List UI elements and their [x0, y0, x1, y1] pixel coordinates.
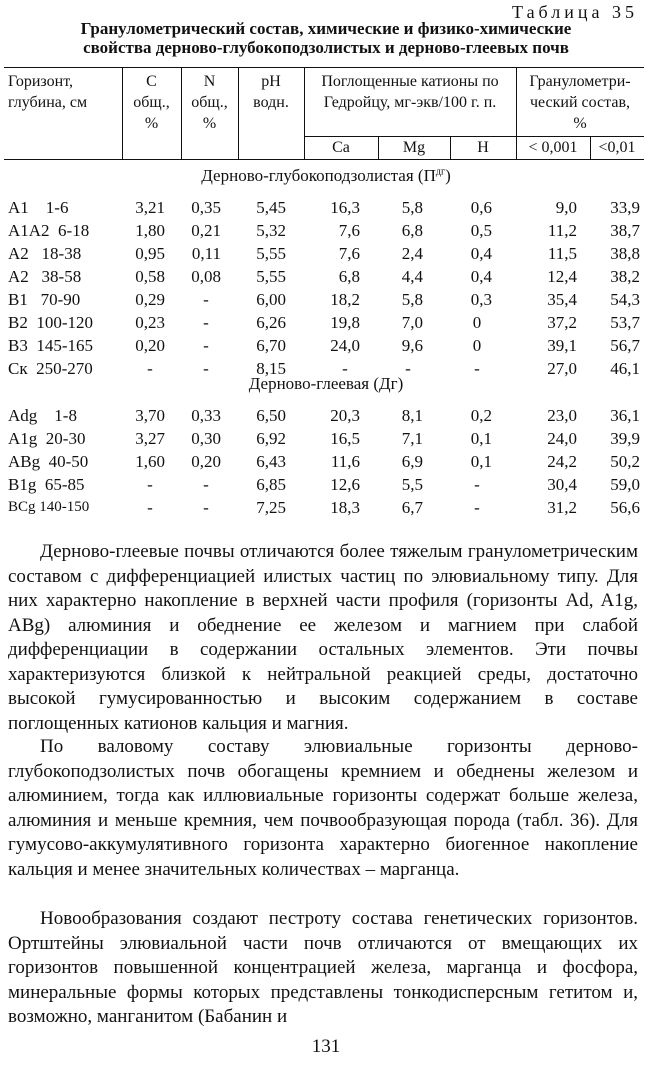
table-row [0, 219, 652, 242]
cell-horizon: А1 1-6 [8, 198, 69, 217]
cell-ca: 16,3 [330, 198, 360, 217]
cell-lt001: 9,0 [555, 198, 577, 217]
cell-horizon: А2 18-38 [8, 244, 82, 263]
section-title-superscript: дг [435, 166, 446, 178]
cell-ph: 6,92 [256, 429, 286, 448]
cell-ph: 6,70 [256, 336, 286, 355]
cell-ph: 6,00 [256, 290, 286, 309]
cell-lt01: 39,9 [610, 429, 640, 448]
cell-lt01: 38,8 [610, 244, 640, 263]
cell-lt01: 56,7 [610, 336, 640, 355]
cell-h: 0 [472, 313, 482, 332]
cell-lt01: 38,7 [610, 221, 640, 240]
cell-lt001: 11,5 [547, 244, 577, 263]
header-ph [238, 71, 304, 113]
table-number: Таблица 35 [512, 2, 638, 22]
cell-mg: - [405, 359, 411, 378]
cell-h: 0,4 [470, 244, 492, 263]
cell-lt01: 53,7 [610, 313, 640, 332]
cell-c: 0,23 [135, 313, 165, 332]
cell-mg: 7,1 [401, 429, 423, 448]
table-row [0, 311, 652, 334]
header-c-line: общ., [133, 94, 170, 111]
cell-horizon: А2 38-58 [8, 267, 82, 286]
cell-lt01: 54,3 [610, 290, 640, 309]
cell-ca: - [342, 359, 348, 378]
cell-c: - [147, 475, 153, 494]
cell-mg: 4,4 [401, 267, 423, 286]
header-c-line: % [144, 115, 159, 132]
header-cations-line: Поглощенные катионы по [321, 73, 499, 90]
header-c-line: С [146, 73, 157, 90]
table-row [0, 334, 652, 357]
cell-c: 3,27 [135, 429, 165, 448]
cell-h: 0,2 [470, 406, 492, 425]
header-ph-line: pH [261, 73, 281, 90]
cell-ca: 19,8 [330, 313, 360, 332]
cell-ca: 24,0 [330, 336, 360, 355]
page-number: 131 [311, 1036, 341, 1057]
table-row [0, 196, 652, 219]
cell-ca: 6,8 [338, 267, 360, 286]
table-row [0, 288, 652, 311]
cell-lt01: 50,2 [610, 452, 640, 471]
section-title-text: Дерново-глубокоподзолистая (П [201, 166, 436, 185]
cell-mg: 6,8 [401, 221, 423, 240]
header-granulo-line: Гранулометри- [529, 73, 631, 90]
cell-c: - [147, 359, 153, 378]
cell-horizon: В3 145-165 [8, 336, 93, 355]
cell-h: - [474, 359, 480, 378]
cell-lt01: 59,0 [610, 475, 640, 494]
cell-mg: 6,7 [401, 498, 423, 517]
table-row [0, 427, 652, 450]
section-title-text: ) [445, 166, 451, 185]
table-header [4, 67, 644, 160]
cell-h: - [474, 498, 480, 517]
cell-mg: 9,6 [401, 336, 423, 355]
cell-ph: 5,32 [256, 221, 286, 240]
cell-n: - [203, 313, 209, 332]
cell-lt001: 39,1 [547, 336, 577, 355]
header-cations [304, 71, 516, 113]
cell-horizon: В1 70-90 [8, 290, 81, 309]
cell-n: - [203, 359, 209, 378]
cell-horizon: Adg 1-8 [8, 406, 77, 425]
cell-ca: 16,5 [330, 429, 360, 448]
cell-lt001: 24,2 [547, 452, 577, 471]
cell-n: - [203, 475, 209, 494]
table-row [0, 404, 652, 427]
cell-h: - [474, 475, 480, 494]
header-mg: Mg [402, 139, 426, 156]
cell-ca: 18,3 [330, 498, 360, 517]
cell-ph: 5,45 [256, 198, 286, 217]
header-horizon-line: глубина, см [8, 94, 88, 111]
cell-ph: 8,15 [256, 359, 286, 378]
cell-h: 0,4 [470, 267, 492, 286]
cell-lt001: 11,2 [547, 221, 577, 240]
header-n [181, 71, 238, 134]
table-row [0, 450, 652, 473]
cell-ca: 7,6 [338, 244, 360, 263]
cell-ph: 5,55 [256, 267, 286, 286]
cell-lt001: 31,2 [547, 498, 577, 517]
cell-lt001: 35,4 [547, 290, 577, 309]
cell-horizon: А1А2 6-18 [8, 221, 90, 240]
cell-lt001: 27,0 [547, 359, 577, 378]
cell-lt001: 12,4 [547, 267, 577, 286]
cell-mg: 5,5 [401, 475, 423, 494]
cell-lt01: 46,1 [610, 359, 640, 378]
cell-mg: 8,1 [401, 406, 423, 425]
cell-horizon: Ск 250-270 [8, 359, 93, 378]
table-row [0, 265, 652, 288]
cell-n: - [203, 290, 209, 309]
cell-n: 0,30 [191, 429, 221, 448]
cell-h: 0,5 [470, 221, 492, 240]
header-n-line: общ., [191, 94, 228, 111]
cell-horizon: В2 100-120 [8, 313, 93, 332]
section-title [0, 166, 652, 186]
header-c [122, 71, 181, 134]
cell-n: 0,20 [191, 452, 221, 471]
paragraph: Новообразования создают пестроту состава генетических горизонтов. Ортштейны элювиальной части почв отличаются от вмещающих их горизонтов повышенной концентрацией железа, марганца и фосфора, минеральные формы которых представлены тонкодисперсным гетитом и, возможно, манганитом (Бабанин и [8, 908, 638, 1027]
cell-lt01: 33,9 [610, 198, 640, 217]
cell-h: 0,6 [470, 198, 492, 217]
header-lt-0001: < 0,001 [528, 139, 578, 156]
cell-n: 0,08 [191, 267, 221, 286]
cell-ph: 6,26 [256, 313, 286, 332]
cell-n: 0,21 [191, 221, 221, 240]
cell-c: 3,21 [135, 198, 165, 217]
header-horizon [8, 71, 120, 113]
cell-h: 0,3 [470, 290, 492, 309]
table-row [0, 496, 652, 519]
paragraph: По валовому составу элювиальные горизонты дерново-глубокоподзолистых почв обогащены кремнием и обеднены железом и алюминием, тогда как иллювиальные горизонты содержат больше железа, алюминия и меньше кремния, чем почвообразующая порода (табл. 36). Для гумусово-аккумулятивного горизонта характерно биогенное накопление кальция и менее значительных количествах – марганца. [8, 736, 638, 880]
cell-lt001: 23,0 [547, 406, 577, 425]
table-row [0, 242, 652, 265]
table-title-line-1: Гранулометрический состав, химические и физико-химические [80, 19, 572, 38]
header-cations-line: Гедройцу, мг-экв/100 г. п. [323, 94, 497, 111]
cell-mg: 7,0 [401, 313, 423, 332]
cell-c: 0,20 [135, 336, 165, 355]
cell-c: 1,60 [135, 452, 165, 471]
cell-n: - [203, 336, 209, 355]
cell-ph: 6,50 [256, 406, 286, 425]
cell-ph: 5,55 [256, 244, 286, 263]
header-ca: Ca [332, 139, 350, 156]
cell-ca: 7,6 [338, 221, 360, 240]
cell-c: 1,80 [135, 221, 165, 240]
paragraph: Дерново-глеевые почвы отличаются более тяжелым гранулометрическим составом с дифференциацией илистых частиц по элювиальному типу. Для них характерно накопление в верхней части профиля (горизонты Ad, A1g, ABg) алюминия и обеднение ее железом и магнием при слабой дифференциации в содержании остальных элементов. Эти почвы характеризуются близкой к нейтральной реакцией среды, достаточно высокой гумусированностью и высоким содержанием в составе поглощенных катионов кальция и магния. [8, 541, 638, 734]
header-n-line: % [202, 115, 217, 132]
cell-ca: 20,3 [330, 406, 360, 425]
cell-n: 0,11 [191, 244, 221, 263]
cell-horizon: B1g 65-85 [8, 475, 85, 494]
cell-ca: 12,6 [330, 475, 360, 494]
header-granulo [516, 71, 644, 134]
cell-lt01: 36,1 [610, 406, 640, 425]
cell-mg: 5,8 [401, 290, 423, 309]
cell-n: 0,33 [191, 406, 221, 425]
cell-c: - [147, 498, 153, 517]
cell-horizon: A1g 20-30 [8, 429, 86, 448]
cell-h: 0,1 [470, 429, 492, 448]
section-title [0, 374, 652, 394]
cell-lt001: 24,0 [547, 429, 577, 448]
header-lt-001: <0,01 [598, 139, 636, 156]
cell-ca: 18,2 [330, 290, 360, 309]
cell-c: 3,70 [135, 406, 165, 425]
cell-mg: 2,4 [401, 244, 423, 263]
header-granulo-line: % [573, 115, 587, 132]
cell-horizon: ABg 40-50 [8, 452, 89, 471]
cell-lt001: 30,4 [547, 475, 577, 494]
cell-ph: 6,85 [256, 475, 286, 494]
cell-lt01: 38,2 [610, 267, 640, 286]
cell-c: 0,58 [135, 267, 165, 286]
header-h: H [477, 139, 489, 156]
header-n-line: N [203, 73, 216, 90]
table-row [0, 473, 652, 496]
table-title [0, 19, 652, 57]
cell-c: 0,95 [135, 244, 165, 263]
cell-n: 0,35 [191, 198, 221, 217]
cell-h: 0,1 [470, 452, 492, 471]
cell-ph: 6,43 [256, 452, 286, 471]
header-ph-line: водн. [253, 94, 289, 111]
cell-lt01: 56,6 [610, 498, 640, 517]
cell-ca: 11,6 [330, 452, 360, 471]
header-horizon-line: Горизонт, [8, 73, 73, 90]
section-title-text: Дерново-глеевая (Дг) [248, 374, 404, 393]
header-granulo-line: ческий состав, [530, 94, 630, 111]
table-title-line-2: свойства дерново-глубокоподзолистых и дерново-глеевых почв [83, 38, 569, 57]
cell-horizon: BCg 140-150 [8, 499, 90, 515]
cell-mg: 6,9 [401, 452, 423, 471]
cell-n: - [203, 498, 209, 517]
cell-c: 0,29 [135, 290, 165, 309]
cell-ph: 7,25 [256, 498, 286, 517]
cell-h: 0 [472, 336, 482, 355]
cell-mg: 5,8 [401, 198, 423, 217]
cell-lt001: 37,2 [547, 313, 577, 332]
